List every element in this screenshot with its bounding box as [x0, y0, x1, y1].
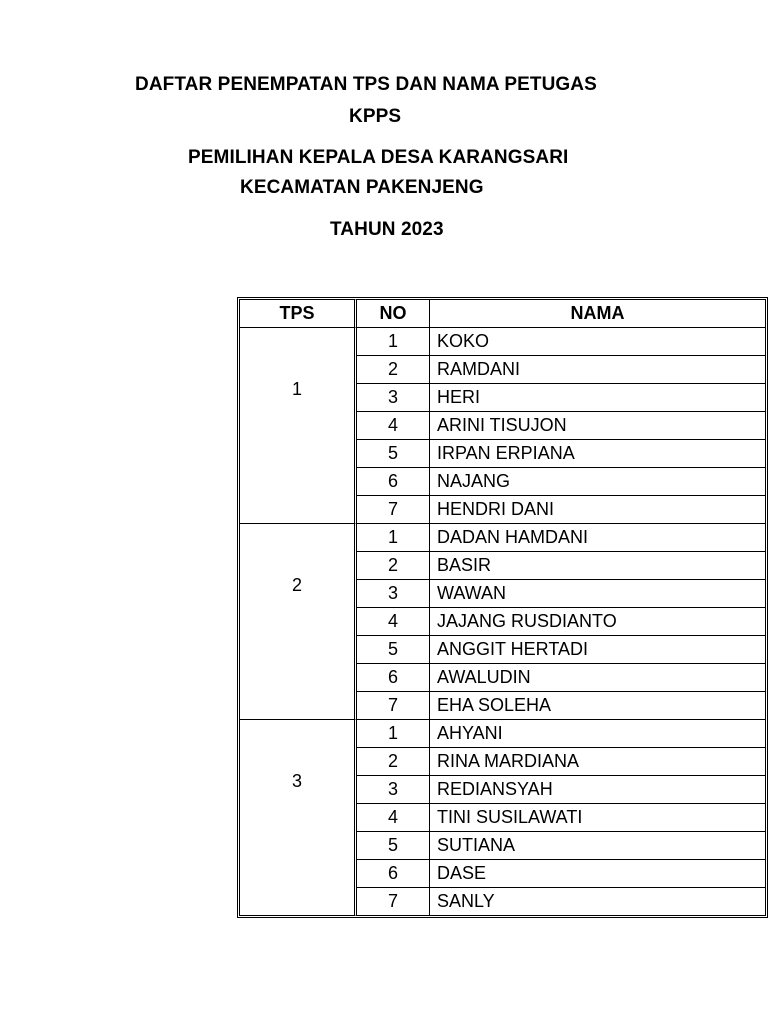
table-row	[239, 328, 766, 356]
officer-name-cell: HERI	[430, 384, 766, 412]
officer-name-cell: DADAN HAMDANI	[430, 524, 766, 552]
row-number-cell: 6	[357, 860, 430, 888]
table-row	[239, 720, 766, 748]
election-title: PEMILIHAN KEPALA DESA KARANGSARI	[188, 147, 569, 168]
officer-name-cell: RAMDANI	[430, 356, 766, 384]
district-title: KECAMATAN PAKENJENG	[240, 177, 484, 198]
row-number-cell: 4	[357, 608, 430, 636]
officer-name-cell: SUTIANA	[430, 832, 766, 860]
officer-name-cell: AWALUDIN	[430, 664, 766, 692]
row-number-cell: 5	[357, 440, 430, 468]
officer-name-cell: KOKO	[430, 328, 766, 356]
officer-name-cell: AHYANI	[430, 720, 766, 748]
tps-number-cell: 2	[239, 524, 357, 720]
row-number-cell: 6	[357, 468, 430, 496]
officer-name-cell: EHA SOLEHA	[430, 692, 766, 720]
row-number-cell: 4	[357, 804, 430, 832]
row-number-cell: 5	[357, 636, 430, 664]
column-header-nama: NAMA	[430, 299, 766, 328]
row-number-cell: 7	[357, 692, 430, 720]
row-number-cell: 3	[357, 776, 430, 804]
officer-name-cell: ARINI TISUJON	[430, 412, 766, 440]
officer-name-cell: REDIANSYAH	[430, 776, 766, 804]
year-title: TAHUN 2023	[330, 219, 444, 240]
row-number-cell: 7	[357, 496, 430, 524]
row-number-cell: 3	[357, 384, 430, 412]
officer-table	[237, 297, 768, 918]
row-number-cell: 4	[357, 412, 430, 440]
officer-name-cell: IRPAN ERPIANA	[430, 440, 766, 468]
row-number-cell: 6	[357, 664, 430, 692]
officer-name-cell: DASE	[430, 860, 766, 888]
officer-name-cell: TINI SUSILAWATI	[430, 804, 766, 832]
row-number-cell: 2	[357, 356, 430, 384]
row-number-cell: 2	[357, 552, 430, 580]
officer-name-cell: JAJANG RUSDIANTO	[430, 608, 766, 636]
column-header-no: NO	[357, 299, 430, 328]
officer-name-cell: SANLY	[430, 888, 766, 916]
tps-number-cell: 1	[239, 328, 357, 524]
row-number-cell: 7	[357, 888, 430, 916]
document-title: DAFTAR PENEMPATAN TPS DAN NAMA PETUGAS	[135, 74, 597, 95]
row-number-cell: 1	[357, 328, 430, 356]
table-header-row	[239, 299, 766, 328]
table-body	[239, 328, 766, 916]
row-number-cell: 5	[357, 832, 430, 860]
document-title-continued: KPPS	[349, 106, 402, 127]
row-number-cell: 1	[357, 524, 430, 552]
tps-number-cell: 3	[239, 720, 357, 916]
officer-name-cell: HENDRI DANI	[430, 496, 766, 524]
officer-name-cell: WAWAN	[430, 580, 766, 608]
officer-name-cell: RINA MARDIANA	[430, 748, 766, 776]
table-row	[239, 524, 766, 552]
row-number-cell: 2	[357, 748, 430, 776]
row-number-cell: 1	[357, 720, 430, 748]
row-number-cell: 3	[357, 580, 430, 608]
officer-name-cell: NAJANG	[430, 468, 766, 496]
column-header-tps: TPS	[239, 299, 357, 328]
officer-name-cell: BASIR	[430, 552, 766, 580]
officer-name-cell: ANGGIT HERTADI	[430, 636, 766, 664]
